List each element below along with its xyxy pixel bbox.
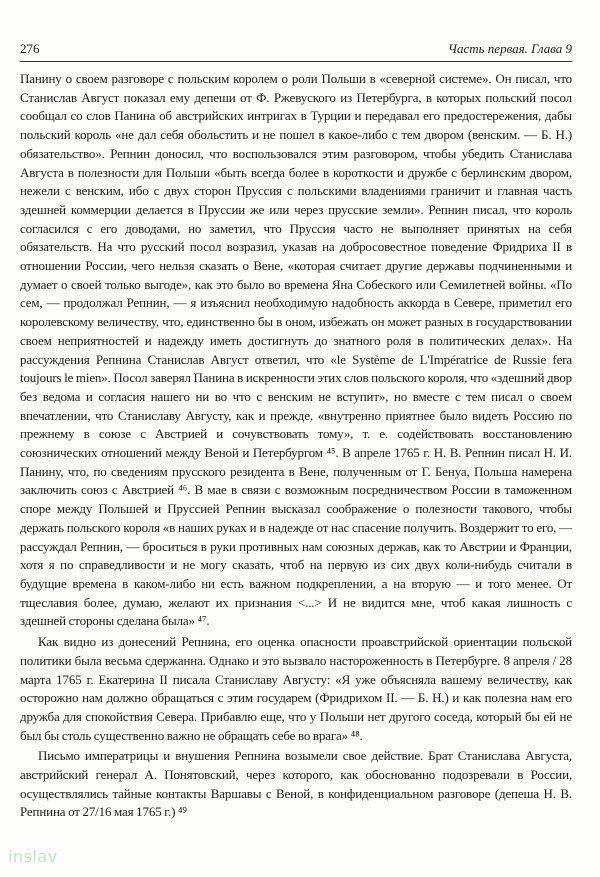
- paragraph-3: Письмо императрицы и внушения Репнина возымели свое действие. Брат Станислава Августа, австрийский генерал А. Понятовский, через которого, как обоснованно подозревали в России, осуществлялись тайные контакты Варшавы с Веной, в конфиденциальном разговоре (депеша Н. В. Репнина от 27/16 мая 1765 г.) ⁴⁹: [20, 748, 572, 820]
- page-number: 276: [20, 41, 40, 56]
- running-header: [20, 40, 572, 58]
- header-rule: [20, 61, 572, 62]
- paragraph-1: Панину о своем разговоре с польским королем о роли Польши в «северной системе». Он писал, что Станислав Август показал ему депеши от Ф. Ржевуского из Петербурга, в которых польский посол сообщал со слов Панина об австрийских интригах в Турции и передавал его предостережения, дабы польский король «не дал себя обольстить и не пошел в какое-либо с тем двором (венским. — Б. Н.) обязательство». Репнин доносил, что воспользовался этим разговором, чтобы убедить Станислава Августа в полезности для Польши «быть всегда более в короткости и дружбе с берлинским двором, нежели с венским, ибо с двух сторон Пруссия с польскими владениями граничит и главная часть здешней коммерции делается в Пруссии же или через прусские земли». Репнин писал, что король согласился с его доводами, но заметил, что Пруссия часто не выполняет принятых на себя обязательств. На что русский посол возразил, указав на добросовестное поведение Фридриха II в отношении России, чего нельзя сказать о Вене, «которая считает другие державы подчиненными и думает о своей только выгоде», как это было во времена Яна Собеского или Семилетней войны. «По сем, — продолжал Репнин, — я изъяснил необходимую надобность аккорда в Севере, приметил его королевскому величеству, что, единственно бы в оном, избежать он может разных в государствовании своем неприятностей и надежду иметь достигнуть до знатного роля в политических делах». На рассуждения Репнина Станислав Август ответил, что «le Système de L'Impératrice de Russie fera toujours le mien». Посол заверял Панина в искренности этих слов польского короля, что «здешний двор без ведома и согласия нашего ни во что с венским не вступит», но вместе с тем писал о своем впечатлении, что Станиславу Августу, как и прежде, «внутренно приятнее было видеть Россию по прежнему в союзе с Австрией и сочувствовать тому», т. е. содействовать восстановлению союзнических отношений между Веной и Петербургом ⁴⁵. В апреле 1765 г. Н. В. Репнин писал Н. И. Панину, что, по сведениям прусского резидента в Вене, полученным от Г. Бенуа, Польша намерена заключить союз с Австрией ⁴⁶. В мае в связи с возможным посредничеством России в таможенном споре между Польшей и Пруссией Репнин высказал соображение о полезности такового, чтобы держать польского короля «в наших руках и в надежде от нас спасение получить. Воздержит то его, — рассуждал Репнин, — броситься в руки противных нам союзных держав, как то Австрии и Франции, хотя я по справедливости и не могу сказать, чтоб на первую из сих двух коли-нибудь считали в будущие времена в каком-либо ни есть важном подкреплении, а на вторую — и того менее. От тщеславия более, думаю, желают их признания <...> И не видится мне, чтоб какая лишность с здешней стороны сделана была» ⁴⁷.: [20, 71, 573, 629]
- paragraph-2: Как видно из донесений Репнина, его оценка опасности проавстрийской ориентации польской политики была весьма сдержанна. Однако и это вызвало настороженность в Петербурге. 8 апреля / 28 марта 1765 г. Екатерина II писала Станиславу Августу: «Я уже объясняла вашему величеству, как осторожно нам должно обращаться с этим государем (Фридрихом II. — Б. Н.) и как полезна нам его дружба для спокойствия Севера. Прибавлю еще, что у Польши нет другого соседа, который бы ей не был бы столь существенно важно не обращать себе во врага» ⁴⁸.: [20, 634, 572, 743]
- watermark: inslav: [8, 847, 58, 866]
- body-text: [20, 70, 572, 822]
- running-title: Часть первая. Глава 9: [448, 41, 572, 56]
